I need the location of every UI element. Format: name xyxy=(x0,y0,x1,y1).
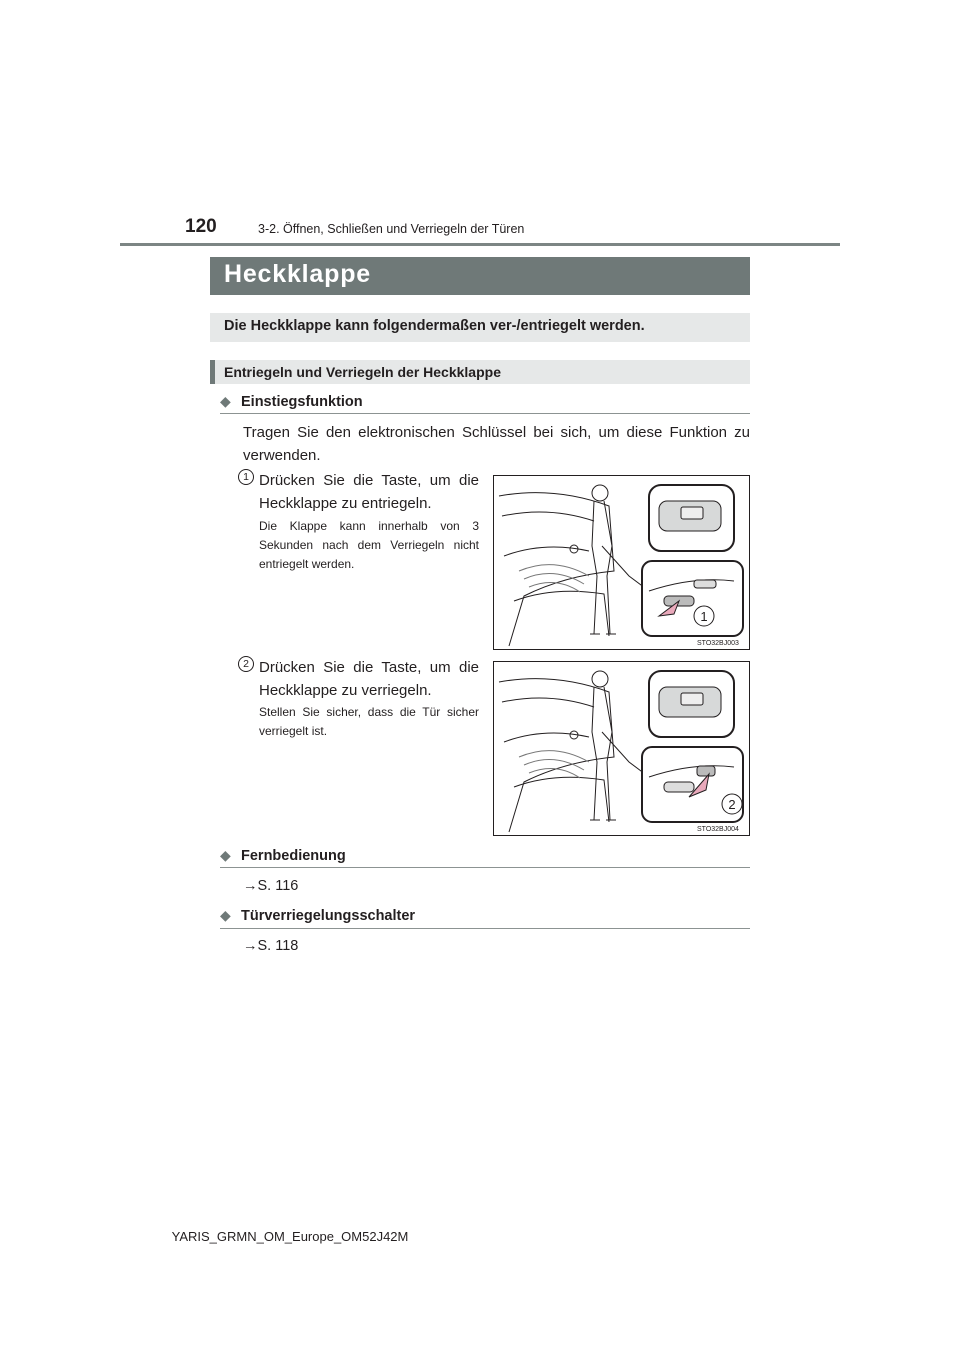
step-1-note: Die Klappe kann innerhalb von 3 Sekunden nach dem Verriegeln nicht entriegelt werden. xyxy=(259,519,479,571)
entry-description: Tragen Sie den elektronischen Schlüssel bei sich, um diese Funktion zu verwenden. xyxy=(243,424,750,464)
step-number-2: 2 xyxy=(238,656,254,672)
remote-page-reference[interactable]: →S. 116 xyxy=(243,878,299,894)
title-bar xyxy=(210,257,750,295)
section-accent xyxy=(210,360,215,384)
section-bar xyxy=(210,360,750,384)
footer-doc-id: YARIS_GRMN_OM_Europe_OM52J42M xyxy=(171,1229,409,1244)
subheading-remote xyxy=(220,847,346,864)
subheading-entry-function xyxy=(220,393,363,410)
diamond-icon: ◆ xyxy=(220,907,231,923)
figure-lock xyxy=(493,661,750,836)
section-heading: Entriegeln und Verriegeln der Heckklappe xyxy=(224,364,501,380)
header-divider xyxy=(120,243,840,246)
subheading-door-switch xyxy=(220,907,415,924)
diamond-icon: ◆ xyxy=(220,393,231,409)
page-title: Heckklappe xyxy=(224,260,371,288)
page-number: 120 xyxy=(185,216,217,237)
tailgate-illustration xyxy=(494,476,749,649)
figure-unlock xyxy=(493,475,750,650)
step-1-text: Drücken Sie die Taste, um die Heckklappe zu entriegeln. xyxy=(259,472,479,512)
step-2-note: Stellen Sie sicher, dass die Tür sicher verriegelt ist. xyxy=(259,705,479,738)
subheading-divider xyxy=(220,928,750,929)
figure-1-callout: 1 xyxy=(700,609,708,624)
intro-text: Die Heckklappe kann folgendermaßen ver-/entriegelt werden. xyxy=(224,318,645,334)
subheading-divider xyxy=(220,867,750,868)
door-switch-page-reference[interactable]: →S. 118 xyxy=(243,938,299,954)
figure-2-callout: 2 xyxy=(728,797,736,812)
figure-1-code: STO32BJ003 xyxy=(697,640,739,647)
subheading-divider xyxy=(220,413,750,414)
step-number-1: 1 xyxy=(238,469,254,485)
tailgate-illustration xyxy=(494,662,749,835)
intro-box xyxy=(210,313,750,342)
diamond-icon: ◆ xyxy=(220,847,231,863)
subheading-label: Einstiegsfunktion xyxy=(241,394,363,410)
subheading-label: Fernbedienung xyxy=(241,848,346,864)
running-header: 3-2. Öffnen, Schließen und Verriegeln der Türen xyxy=(258,222,525,236)
subheading-label: Türverriegelungsschalter xyxy=(241,908,416,924)
step-2-text: Drücken Sie die Taste, um die Heckklappe zu verriegeln. xyxy=(259,659,479,699)
figure-2-code: STO32BJ004 xyxy=(697,826,739,833)
